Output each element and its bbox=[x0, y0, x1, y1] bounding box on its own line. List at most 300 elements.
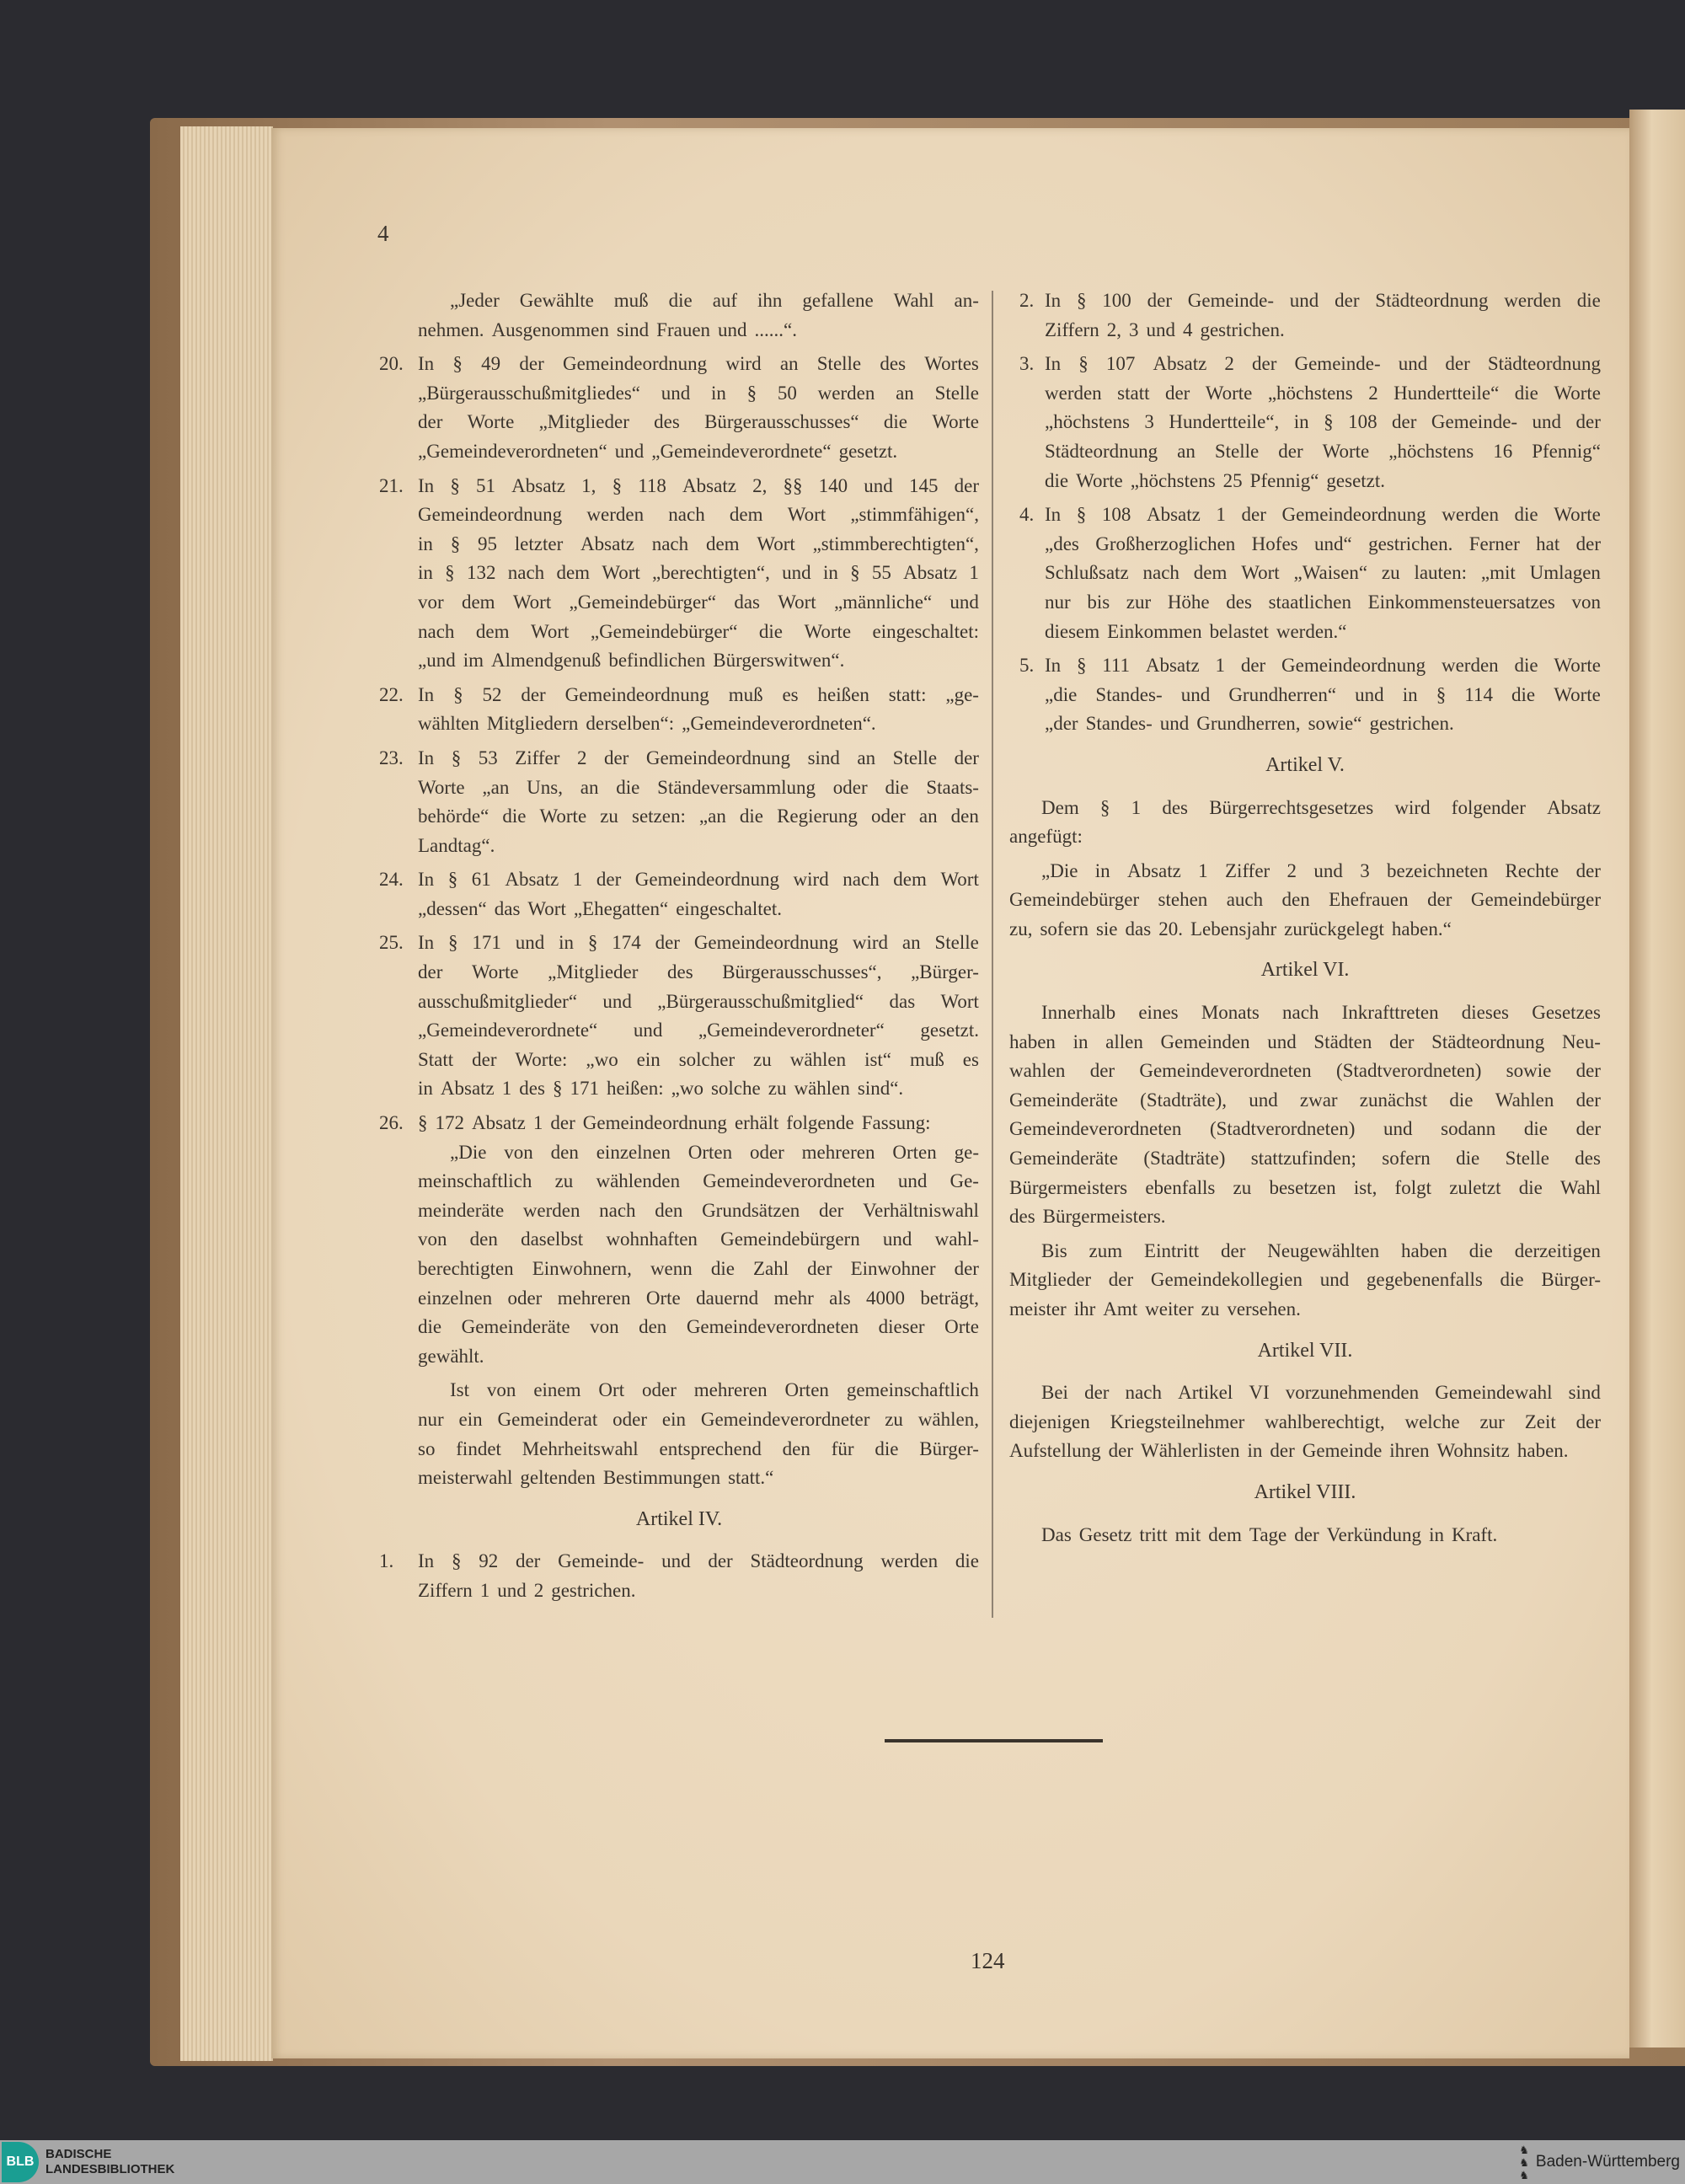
word: den bbox=[1281, 889, 1310, 911]
word: und bbox=[515, 932, 545, 954]
word: Worte bbox=[1554, 683, 1601, 705]
article-heading: Artikel IV. bbox=[635, 1507, 723, 1530]
word: Gemeindekollegien bbox=[1150, 1269, 1303, 1291]
word: letzter bbox=[514, 533, 564, 554]
word: von bbox=[590, 1316, 619, 1338]
word: und“ bbox=[1313, 533, 1352, 554]
word: und bbox=[1289, 290, 1319, 311]
text-line bbox=[418, 1376, 979, 1405]
text-line bbox=[1045, 408, 1601, 437]
word: des bbox=[1226, 591, 1252, 613]
word: hat bbox=[1536, 533, 1560, 554]
word: Gemeindeordnung bbox=[645, 747, 791, 768]
word: der bbox=[1392, 411, 1417, 433]
word: Regierung bbox=[777, 806, 858, 827]
word: Höhe bbox=[1167, 591, 1210, 613]
word: gewählt. bbox=[418, 1345, 484, 1367]
word: sofern bbox=[1382, 1148, 1431, 1170]
paragraph bbox=[1009, 794, 1601, 852]
word: heißen: bbox=[606, 1078, 664, 1100]
item-number: 26. bbox=[379, 1112, 404, 1134]
text-line bbox=[1045, 350, 1601, 379]
word: Kriegsteilnehmer bbox=[1110, 1410, 1245, 1432]
word: Ständeversammlung bbox=[657, 776, 816, 798]
word: des bbox=[1575, 1148, 1601, 1170]
word: setzen: bbox=[632, 806, 686, 827]
text-line bbox=[418, 1547, 979, 1576]
word: zu bbox=[768, 1078, 787, 1100]
word: der bbox=[603, 747, 629, 768]
word: haben. bbox=[1516, 1440, 1569, 1462]
word: der bbox=[1089, 1060, 1115, 1082]
word: „Mitglieder bbox=[548, 961, 639, 983]
word: Ziffern bbox=[1045, 318, 1099, 340]
word: Absatz bbox=[1547, 796, 1601, 818]
word: Rechte bbox=[1505, 859, 1559, 881]
word: 107 bbox=[1105, 353, 1136, 375]
word: „berechtigten“, bbox=[652, 562, 770, 584]
bw-logo[interactable] bbox=[1519, 2144, 1680, 2181]
word: Gesetzes bbox=[1532, 1002, 1601, 1024]
word: Bei bbox=[1041, 1382, 1068, 1404]
word: muß bbox=[728, 683, 763, 705]
word: „höchstens bbox=[1267, 382, 1353, 404]
word: angefügt: bbox=[1009, 826, 1083, 848]
word: einzelnen bbox=[418, 1287, 493, 1309]
text-line bbox=[1045, 559, 1601, 588]
word: oder bbox=[507, 1287, 543, 1309]
word: Stelle bbox=[934, 932, 979, 954]
word: die bbox=[1514, 655, 1538, 677]
word: der bbox=[515, 1550, 541, 1572]
word: der bbox=[1294, 1523, 1319, 1545]
text-line bbox=[1009, 886, 1601, 915]
text-line bbox=[1045, 588, 1601, 618]
word: Gemeinderat bbox=[497, 1408, 598, 1430]
word: in bbox=[1293, 411, 1309, 433]
word: sind“. bbox=[857, 1078, 904, 1100]
text-line bbox=[1009, 1174, 1601, 1203]
library-name-line1: BADISCHE bbox=[45, 2147, 112, 2161]
word: in bbox=[1402, 683, 1418, 705]
word: wählen bbox=[789, 1048, 847, 1070]
word: stattzufinden; bbox=[1250, 1148, 1356, 1170]
word: nach bbox=[668, 504, 705, 526]
word: mehr bbox=[773, 1287, 814, 1309]
word: Absatz bbox=[1153, 353, 1207, 375]
word: „Bürgerausschußmitgliedes“ bbox=[418, 382, 641, 404]
word: an bbox=[1177, 440, 1196, 462]
word: ebenfalls bbox=[1145, 1176, 1216, 1198]
text-line bbox=[418, 681, 979, 710]
word: meisterwahl bbox=[418, 1467, 513, 1489]
word: weiter bbox=[1145, 1298, 1194, 1320]
text-line bbox=[418, 1167, 979, 1196]
text-line bbox=[1009, 1057, 1601, 1086]
item-number: 5. bbox=[1019, 655, 1035, 677]
numbered-item bbox=[1009, 350, 1601, 495]
word: sie bbox=[1095, 918, 1118, 939]
word: Landtag“. bbox=[418, 834, 495, 856]
word: staatlichen bbox=[1268, 591, 1351, 613]
word: geltenden bbox=[520, 1467, 596, 1489]
state-logo-text: Baden-Württemberg bbox=[1535, 2153, 1680, 2171]
word: Gemeindeordnung bbox=[634, 869, 779, 891]
word: „Gemeindebürger“ bbox=[590, 620, 738, 642]
word: auf bbox=[712, 290, 738, 311]
word: meister bbox=[1009, 1298, 1067, 1320]
text-line bbox=[418, 588, 979, 618]
word: Statt bbox=[418, 1048, 454, 1070]
word: „höchstens bbox=[1045, 411, 1130, 433]
word: „höchstens bbox=[1130, 469, 1216, 491]
word: Worte bbox=[1076, 469, 1123, 491]
word: in bbox=[1247, 1440, 1263, 1462]
word: zu bbox=[1201, 1298, 1220, 1320]
text-line bbox=[418, 379, 979, 409]
text-line bbox=[418, 559, 979, 588]
word: In bbox=[418, 869, 435, 891]
word: Städteordnung bbox=[1045, 440, 1158, 462]
word: und bbox=[1267, 1030, 1297, 1052]
text-line bbox=[418, 1046, 979, 1075]
word: Gemeinde- bbox=[1294, 353, 1381, 375]
word: dem bbox=[729, 504, 763, 526]
word: 20. bbox=[1158, 918, 1183, 939]
text-line bbox=[1045, 681, 1601, 710]
word: zu bbox=[885, 1408, 903, 1430]
word: Gemeindeordnung bbox=[418, 504, 563, 526]
word: 111 bbox=[1102, 655, 1131, 677]
lions-icon: ♞ ♞ ♞ bbox=[1519, 2143, 1529, 2181]
word: haben.“ bbox=[1391, 918, 1452, 939]
paragraph bbox=[1009, 857, 1601, 945]
word: dem bbox=[705, 533, 740, 554]
word: Absatz bbox=[505, 869, 559, 891]
word: Wortes bbox=[924, 353, 979, 375]
word: § bbox=[552, 1078, 563, 1100]
word: der bbox=[1445, 353, 1470, 375]
text-line bbox=[418, 1435, 979, 1464]
word: Bürger- bbox=[1541, 1269, 1601, 1291]
word: dem bbox=[1208, 1523, 1242, 1545]
word: und bbox=[661, 382, 691, 404]
word: stehen bbox=[1158, 889, 1208, 911]
word: „stimmberechtigten“, bbox=[812, 533, 979, 554]
word: Worte bbox=[1554, 655, 1601, 677]
word: „Mitglieder bbox=[538, 411, 629, 433]
right-column bbox=[1009, 286, 1601, 1555]
word: die bbox=[883, 411, 908, 433]
word: 2, bbox=[752, 474, 768, 496]
word: 92 bbox=[479, 1550, 499, 1572]
word: eingeschaltet: bbox=[872, 620, 979, 642]
word: der bbox=[1278, 440, 1303, 462]
word: § bbox=[452, 353, 463, 375]
word: 51 bbox=[475, 474, 495, 496]
item-number: 20. bbox=[379, 353, 404, 375]
word: der bbox=[1335, 290, 1360, 311]
word: Kraft. bbox=[1451, 1523, 1498, 1545]
paragraph bbox=[1009, 1521, 1601, 1550]
word: und bbox=[661, 1550, 691, 1572]
word: „männliche“ bbox=[833, 591, 933, 613]
text-line bbox=[1009, 1408, 1601, 1437]
word: 2, bbox=[1106, 318, 1121, 340]
word: das bbox=[1125, 918, 1152, 939]
text-line bbox=[418, 832, 979, 861]
word: Hundertteile“, bbox=[1169, 411, 1280, 433]
word: Tage bbox=[1249, 1523, 1287, 1545]
word: Fassung: bbox=[861, 1112, 931, 1134]
word: der bbox=[1108, 1269, 1134, 1291]
word: und bbox=[1159, 713, 1190, 735]
word: versehen. bbox=[1227, 1298, 1301, 1320]
word: 1 bbox=[532, 1112, 543, 1134]
word: „der bbox=[1045, 713, 1078, 735]
word: 2 bbox=[1224, 353, 1234, 375]
numbered-item bbox=[379, 1109, 979, 1138]
word: die bbox=[1468, 1239, 1493, 1261]
word: Gemeindeverordneten bbox=[1139, 1060, 1312, 1082]
word: muß bbox=[613, 290, 649, 311]
word: Worte bbox=[539, 806, 587, 827]
word: statt bbox=[1117, 382, 1150, 404]
numbered-item bbox=[379, 681, 979, 739]
word: werden bbox=[817, 382, 875, 404]
text-line bbox=[418, 802, 979, 832]
word: „des bbox=[1045, 533, 1079, 554]
word: Hofes bbox=[1251, 533, 1298, 554]
word: das bbox=[734, 591, 760, 613]
word: werden bbox=[1045, 382, 1102, 404]
word: dieser bbox=[878, 1316, 925, 1338]
word: Ge- bbox=[949, 1170, 979, 1192]
word: 1 bbox=[969, 562, 979, 584]
word: mit bbox=[1174, 1523, 1201, 1545]
word: sowie“ bbox=[1308, 713, 1362, 735]
word: In bbox=[418, 747, 435, 768]
text-line bbox=[1045, 437, 1601, 467]
word: der bbox=[1575, 533, 1601, 554]
word: „Gemeindeverordneten“. bbox=[682, 713, 876, 735]
word: Frauen bbox=[656, 318, 711, 340]
article-heading: Artikel V. bbox=[1265, 753, 1345, 776]
word: Absatz bbox=[1126, 859, 1181, 881]
word: § bbox=[1076, 504, 1087, 526]
word: Pfennig“ bbox=[1249, 469, 1319, 491]
word: des bbox=[666, 961, 693, 983]
item-number: 25. bbox=[379, 932, 404, 954]
word: eines bbox=[1138, 1002, 1179, 1024]
word: Wort bbox=[527, 897, 566, 919]
word: dauernd bbox=[696, 1287, 759, 1309]
word: die bbox=[739, 806, 764, 827]
text-line bbox=[418, 958, 979, 988]
word: den bbox=[655, 1199, 683, 1221]
word: an bbox=[779, 353, 799, 375]
word: zur bbox=[1479, 1410, 1505, 1432]
word: welche bbox=[1404, 1410, 1460, 1432]
word: Artikel bbox=[1178, 1382, 1233, 1404]
word: § bbox=[1076, 655, 1087, 677]
word: derselben“: bbox=[586, 713, 675, 735]
word: „Waisen“ bbox=[1293, 562, 1368, 584]
paragraph bbox=[379, 1376, 979, 1492]
word: Gemeindeordnung bbox=[693, 932, 838, 954]
word: an bbox=[918, 806, 938, 827]
word: an bbox=[580, 776, 599, 798]
word: in bbox=[1073, 1030, 1089, 1052]
text-line bbox=[1045, 709, 1601, 739]
word: die bbox=[885, 776, 909, 798]
word: Eintritt bbox=[1144, 1239, 1200, 1261]
word: wohnhaften bbox=[606, 1228, 698, 1250]
word: Mitgliedern bbox=[486, 713, 579, 735]
word: vorzunehmenden bbox=[1285, 1382, 1420, 1404]
word: wahlen bbox=[1009, 1060, 1066, 1082]
word: der bbox=[708, 1550, 733, 1572]
end-rule bbox=[885, 1739, 1103, 1742]
blb-logo-icon: BLB bbox=[2, 2142, 39, 2182]
word: Gemeinderäte bbox=[1009, 1148, 1118, 1170]
text-line bbox=[1009, 1237, 1601, 1266]
word: zunächst bbox=[1359, 1089, 1428, 1111]
word: § bbox=[1099, 796, 1110, 818]
word: der bbox=[550, 1112, 575, 1134]
blb-logo[interactable] bbox=[2, 2142, 174, 2182]
word: „wo bbox=[671, 1078, 703, 1100]
word: Worte bbox=[1554, 382, 1601, 404]
word: ge- bbox=[954, 1141, 979, 1163]
word: die bbox=[1045, 469, 1069, 491]
word: Zeit bbox=[1524, 1410, 1556, 1432]
word: ihr bbox=[1073, 1298, 1096, 1320]
word: zum bbox=[1089, 1239, 1123, 1261]
text-line bbox=[418, 530, 979, 559]
word: die bbox=[875, 1437, 899, 1459]
word: nach bbox=[651, 533, 689, 554]
word: 1 bbox=[572, 869, 583, 891]
word: Wort bbox=[512, 591, 552, 613]
word: wenn bbox=[650, 1258, 693, 1279]
word: 3 bbox=[1128, 318, 1139, 340]
word: die bbox=[1518, 1176, 1543, 1198]
word: Staats- bbox=[926, 776, 979, 798]
word: an bbox=[896, 382, 914, 404]
word: Stelle bbox=[934, 382, 979, 404]
word: „Jeder bbox=[450, 290, 500, 311]
word: und bbox=[1319, 1269, 1350, 1291]
word: Bürger- bbox=[919, 1437, 979, 1459]
column-divider bbox=[992, 291, 993, 1618]
word: Wort bbox=[940, 990, 979, 1012]
word: „an bbox=[482, 776, 510, 798]
word: Ausgenommen bbox=[491, 318, 609, 340]
footer-page-number: 124 bbox=[971, 1948, 1005, 1973]
page-stack-edge bbox=[180, 126, 273, 2061]
word: wird bbox=[793, 869, 829, 891]
word: 55 bbox=[871, 562, 891, 584]
word: Grundsätzen bbox=[702, 1199, 800, 1221]
item-number: 3. bbox=[1019, 353, 1035, 375]
text-line bbox=[418, 744, 979, 774]
word: der bbox=[1575, 1410, 1601, 1432]
word: die bbox=[1449, 1089, 1474, 1111]
word: der bbox=[472, 1048, 497, 1070]
word: Worte bbox=[1205, 382, 1253, 404]
word: 140 bbox=[818, 474, 848, 496]
text-line bbox=[418, 1284, 979, 1314]
word: Almendgenuß bbox=[491, 650, 602, 672]
word: Dem bbox=[1041, 796, 1079, 818]
numbered-item bbox=[379, 1547, 979, 1605]
word: Gemeinde- bbox=[558, 1550, 645, 1572]
word: einzelnen bbox=[596, 1141, 671, 1163]
word: des bbox=[519, 1078, 545, 1100]
word: Bürgermeisters bbox=[1009, 1176, 1128, 1198]
library-name-line2: LANDESBIBLIOTHEK bbox=[45, 2162, 175, 2176]
word: den bbox=[639, 1316, 667, 1338]
numbered-item bbox=[379, 350, 979, 466]
word: der bbox=[519, 353, 544, 375]
word: In bbox=[418, 683, 435, 705]
word: Aufstellung bbox=[1009, 1440, 1101, 1462]
word: von bbox=[1571, 591, 1601, 613]
word: Gemeindebürger bbox=[1009, 889, 1140, 911]
word: werden bbox=[1441, 655, 1499, 677]
numbered-item bbox=[379, 929, 979, 1104]
word: Ist bbox=[450, 1379, 469, 1401]
word: 108 bbox=[1101, 504, 1131, 526]
word: und bbox=[882, 1228, 912, 1250]
word: von bbox=[486, 1379, 516, 1401]
text-line bbox=[1009, 1437, 1601, 1466]
word: Uns, bbox=[527, 776, 563, 798]
word: nach bbox=[842, 869, 880, 891]
word: von bbox=[418, 1228, 447, 1250]
word: bis bbox=[1087, 591, 1110, 613]
word: der bbox=[1575, 1118, 1601, 1140]
word: dem bbox=[1193, 562, 1228, 584]
word: der bbox=[1108, 1440, 1133, 1462]
word: „Die bbox=[450, 1141, 487, 1163]
word: der bbox=[1575, 859, 1601, 881]
text-line bbox=[418, 1342, 979, 1372]
word: dem bbox=[893, 869, 927, 891]
word: 1 bbox=[1215, 655, 1226, 677]
word: die bbox=[1523, 1118, 1549, 1140]
word: der bbox=[655, 932, 680, 954]
word: 4000 bbox=[866, 1287, 906, 1309]
word: zu bbox=[753, 1048, 772, 1070]
word: In bbox=[418, 1550, 435, 1572]
word: Gewählte bbox=[519, 290, 594, 311]
word: werden bbox=[880, 1550, 939, 1572]
word: das bbox=[494, 897, 521, 919]
word: in bbox=[418, 533, 433, 554]
word: 4 bbox=[1182, 318, 1193, 340]
word: Worte bbox=[804, 620, 852, 642]
word: ein bbox=[458, 1408, 483, 1430]
word: Standes- bbox=[1085, 713, 1153, 735]
word: der bbox=[1427, 889, 1452, 911]
item-number: 4. bbox=[1019, 504, 1035, 526]
word: In bbox=[1045, 504, 1062, 526]
word: folgender bbox=[1451, 796, 1526, 818]
word: (Stadtverordneten) bbox=[1209, 1118, 1356, 1140]
word: Wort bbox=[757, 533, 795, 554]
